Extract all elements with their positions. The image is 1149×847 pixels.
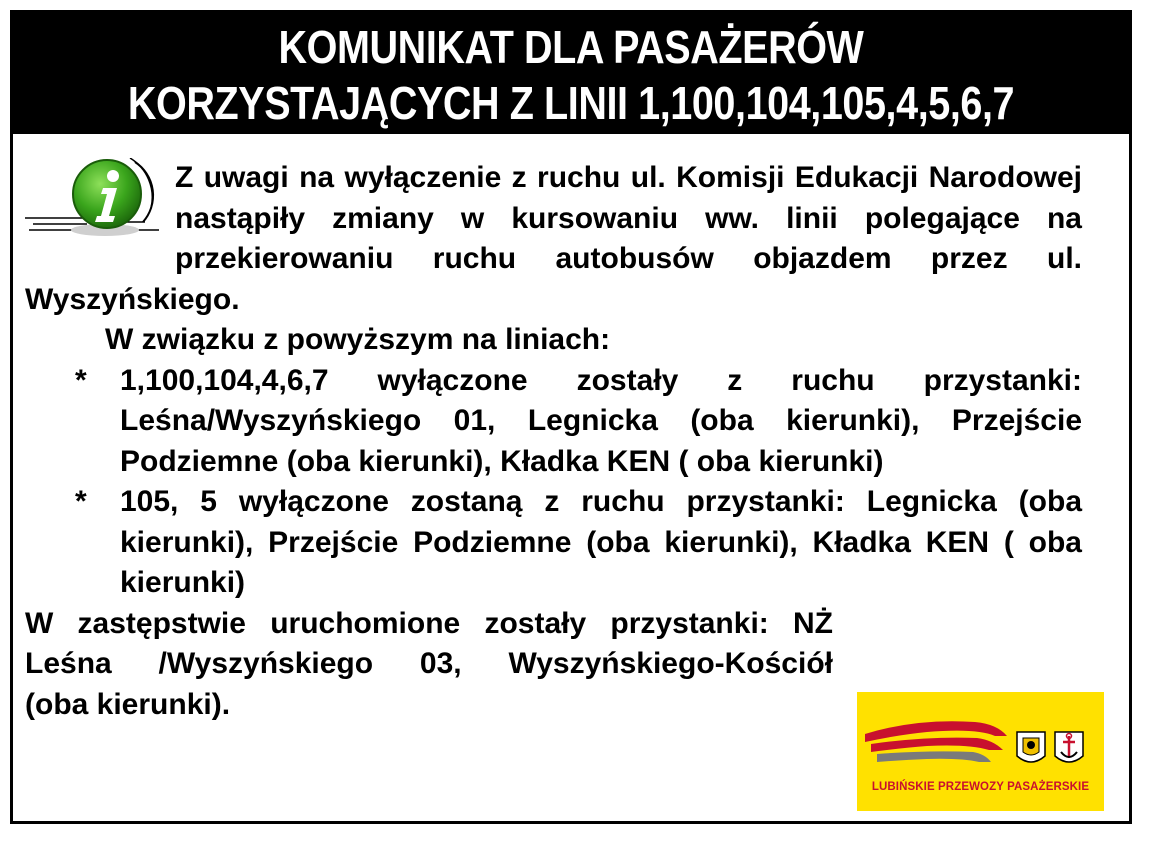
header-title-line1: KOMUNIKAT DLA PASAŻERÓW xyxy=(278,21,864,73)
bullet-marker: * xyxy=(75,485,87,518)
list-item xyxy=(25,361,1082,483)
stop-changes-list xyxy=(25,361,1082,604)
notice-header xyxy=(13,13,1129,134)
intro-paragraph xyxy=(25,158,1082,320)
header-title-line2: KORZYSTAJĄCYCH Z LINII 1,100,104,105,4,5,6,7 xyxy=(127,77,1015,129)
anchor-cross-crest-icon xyxy=(1055,732,1083,762)
lead-line: W związku z powyższym na liniach: xyxy=(105,323,611,356)
bullet-text: 1,100,104,4,6,7 wyłączone zostały z ruchu przystanki: Leśna/Wyszyńskiego 01, Legnicka (oba kierunki), Przejście Podziemne (oba kierunki), Kładka KEN ( oba kierunki) xyxy=(120,363,1082,478)
bullet-marker: * xyxy=(75,363,87,397)
replacement-tail: (oba kierunki). xyxy=(25,687,231,721)
coat-of-arms-icon xyxy=(1017,732,1045,762)
carrier-logo xyxy=(857,692,1104,811)
list-item xyxy=(25,482,1082,604)
intro-text: Z uwagi na wyłączenie z ruchu ul. Komisji Edukacji Narodowej nastąpiły zmiany w kursowaniu ww. linii polegające na przekierowaniu ruchu autobusów objazdem przez ul. Wyszyńskiego. xyxy=(25,161,1082,316)
carrier-logo-caption: LUBIŃSKIE PRZEWOZY PASAŻERSKIE xyxy=(871,781,1090,793)
carrier-logo-graphic xyxy=(857,692,1104,782)
info-icon xyxy=(25,158,173,240)
notice-body xyxy=(25,158,1082,725)
replacement-text: W zastępstwie uruchomione zostały przystanki: NŻ Leśna /Wyszyńskiego 03, Wyszyńskiego-Kościół xyxy=(25,606,833,680)
bullet-text: 105, 5 wyłączone zostaną z ruchu przystanki: Legnicka (oba kierunki), Przejście Podziemne (oba kierunki), Kładka KEN ( oba kierunki) xyxy=(120,485,1082,599)
